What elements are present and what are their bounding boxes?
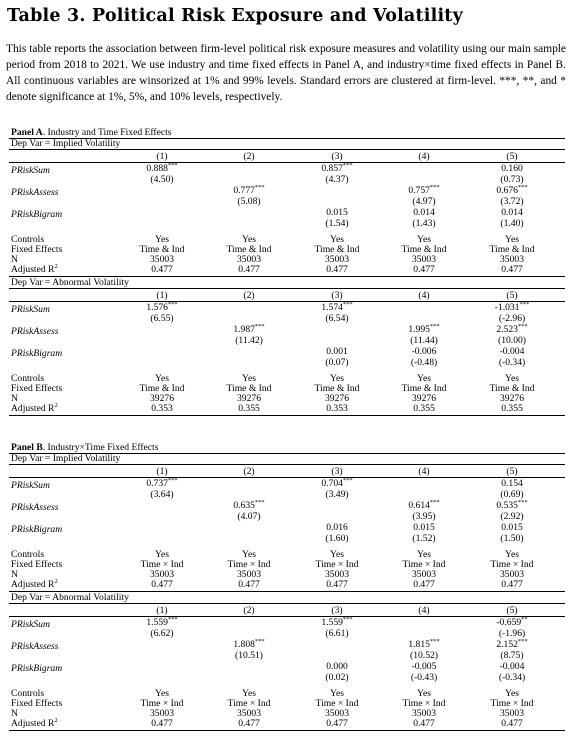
stat-label: N: [11, 569, 18, 580]
dep-var-label: Dep Var = Abnormal Volatility: [11, 592, 129, 603]
coef-cell: 1.808***: [233, 637, 265, 650]
coef-cell: 0.001: [326, 346, 348, 357]
stat-cell: Time & Ind: [314, 244, 360, 255]
variable-name: PRiskAssess: [11, 326, 59, 337]
stat-cell: Yes: [155, 373, 169, 384]
tstat-cell: (6.62): [150, 628, 174, 639]
tstat-cell: (-0.34): [498, 672, 526, 683]
tstat-cell: (3.95): [412, 511, 436, 522]
coef-cell: -1.031***: [494, 300, 530, 313]
dep-var-rule: [9, 464, 565, 465]
stat-cell: Yes: [155, 234, 169, 245]
column-header: (5): [506, 151, 518, 162]
tstat-cell: (0.69): [500, 489, 524, 500]
coef-cell: 0.014: [413, 207, 435, 218]
dep-var-rule: [9, 288, 565, 289]
variable-name: PRiskBigram: [11, 663, 63, 674]
column-header: (5): [506, 290, 518, 301]
stat-cell: Yes: [417, 373, 431, 384]
stat-cell: 39276: [237, 393, 261, 404]
stat-cell: Time × Ind: [490, 698, 534, 709]
stat-cell: 39276: [412, 393, 436, 404]
stat-cell: 35003: [325, 254, 349, 265]
variable-name: PRiskAssess: [11, 187, 59, 198]
tstat-cell: (3.49): [325, 489, 349, 500]
coef-cell: 0.676***: [496, 183, 528, 196]
tstat-cell: (4.97): [412, 196, 436, 207]
stat-cell: Time × Ind: [402, 698, 446, 709]
tstat-cell: (11.42): [235, 335, 263, 346]
panel-title-bold: Panel B: [11, 442, 43, 453]
variable-name: PRiskSum: [11, 619, 50, 630]
stat-cell: Yes: [417, 688, 431, 699]
tstat-cell: (0.73): [500, 174, 524, 185]
stat-cell: 35003: [500, 569, 524, 580]
tstat-cell: (1.60): [325, 533, 349, 544]
coef-cell: 1.815***: [408, 637, 440, 650]
column-header-rule: [9, 301, 565, 302]
block-end-rule: [9, 415, 565, 416]
stat-cell: Yes: [242, 234, 256, 245]
stat-label: Controls: [11, 688, 45, 699]
stat-cell: Time & Ind: [139, 383, 185, 394]
coef-cell: 1.987***: [233, 322, 265, 335]
stat-cell: Time & Ind: [314, 383, 360, 394]
column-header: (1): [156, 605, 168, 616]
stat-label: Fixed Effects: [11, 559, 63, 570]
stat-cell: 39276: [150, 393, 174, 404]
coef-cell: -0.004: [499, 346, 525, 357]
tstat-cell: (3.64): [150, 489, 174, 500]
tstat-cell: (6.54): [325, 313, 349, 324]
coef-cell: 0.737***: [146, 476, 178, 489]
variable-name: PRiskBigram: [11, 209, 63, 220]
stat-cell: 0.477: [238, 264, 260, 275]
coef-cell: 1.559***: [146, 615, 178, 628]
stat-cell: 0.477: [238, 718, 260, 729]
stat-cell: 35003: [412, 254, 436, 265]
coef-cell: 1.576***: [146, 300, 178, 313]
coef-cell: 0.857***: [321, 161, 353, 174]
stat-cell: 35003: [150, 569, 174, 580]
stat-cell: 39276: [500, 393, 524, 404]
column-header-rule: [9, 616, 565, 617]
coef-cell: 0.160: [501, 163, 523, 174]
stat-label: N: [11, 708, 18, 719]
column-header: (1): [156, 290, 168, 301]
variable-name: PRiskSum: [11, 304, 50, 315]
column-header: (2): [243, 290, 255, 301]
coef-cell: 2.152***: [496, 637, 528, 650]
tstat-cell: (3.72): [500, 196, 524, 207]
stat-cell: 35003: [412, 708, 436, 719]
tstat-cell: (1.50): [500, 533, 524, 544]
stat-cell: 0.355: [501, 403, 523, 414]
stat-label: Fixed Effects: [11, 383, 63, 394]
stat-cell: 35003: [325, 708, 349, 719]
dep-var-label: Dep Var = Implied Volatility: [11, 138, 121, 149]
stat-cell: Yes: [505, 234, 519, 245]
stat-cell: Time × Ind: [227, 698, 271, 709]
coef-cell: 0.635***: [233, 498, 265, 511]
tstat-cell: (5.08): [237, 196, 261, 207]
stat-cell: 0.477: [413, 718, 435, 729]
dep-var-rule: [9, 603, 565, 604]
stat-cell: Time × Ind: [490, 559, 534, 570]
stat-cell: 35003: [237, 708, 261, 719]
tstat-cell: (0.07): [325, 357, 349, 368]
coef-cell: -0.659**: [496, 615, 528, 628]
stat-label: Controls: [11, 373, 45, 384]
stat-label: Adjusted $R^2$: [11, 716, 58, 729]
stat-cell: Time & Ind: [401, 383, 447, 394]
stat-cell: Time & Ind: [139, 244, 185, 255]
tstat-cell: (2.92): [500, 511, 524, 522]
tstat-cell: (10.51): [235, 650, 263, 661]
stat-cell: 35003: [325, 569, 349, 580]
tstat-cell: (0.02): [325, 672, 349, 683]
stat-cell: Yes: [242, 549, 256, 560]
stat-label: Adjusted $R^2$: [11, 577, 58, 590]
variable-name: PRiskSum: [11, 480, 50, 491]
column-header: (5): [506, 466, 518, 477]
tstat-cell: (8.75): [500, 650, 524, 661]
column-header: (2): [243, 151, 255, 162]
stat-cell: Yes: [330, 234, 344, 245]
stat-cell: Yes: [330, 373, 344, 384]
stat-cell: Time × Ind: [402, 559, 446, 570]
column-header: (1): [156, 466, 168, 477]
stat-cell: 0.477: [151, 264, 173, 275]
stat-cell: Yes: [155, 688, 169, 699]
column-header: (4): [418, 290, 430, 301]
stat-cell: 35003: [150, 254, 174, 265]
stat-cell: 0.477: [238, 579, 260, 590]
column-header: (3): [331, 290, 343, 301]
coef-cell: 0.757***: [408, 183, 440, 196]
tstat-cell: (4.50): [150, 174, 174, 185]
stat-cell: Yes: [505, 688, 519, 699]
stat-cell: 35003: [500, 254, 524, 265]
stat-cell: 0.477: [151, 718, 173, 729]
coef-cell: -0.005: [411, 661, 437, 672]
column-header: (1): [156, 151, 168, 162]
coef-cell: 0.535***: [496, 498, 528, 511]
coef-cell: 0.016: [326, 522, 348, 533]
coef-cell: -0.004: [499, 661, 525, 672]
coef-cell: 0.015: [413, 522, 435, 533]
column-header: (5): [506, 605, 518, 616]
stat-cell: 0.477: [413, 264, 435, 275]
stat-cell: 0.353: [151, 403, 173, 414]
coef-cell: 0.888***: [146, 161, 178, 174]
tstat-cell: (11.44): [410, 335, 438, 346]
column-header: (4): [418, 466, 430, 477]
stat-cell: 0.353: [326, 403, 348, 414]
table-title: Table 3. Political Risk Exposure and Volatility: [7, 6, 463, 26]
coef-cell: 1.559***: [321, 615, 353, 628]
tstat-cell: (6.55): [150, 313, 174, 324]
stat-label: Fixed Effects: [11, 244, 63, 255]
stat-cell: 0.477: [501, 264, 523, 275]
panel-title-rest: . Industry×Time Fixed Effects: [42, 442, 159, 453]
stat-label: Adjusted $R^2$: [11, 262, 58, 275]
coef-cell: 0.015: [326, 207, 348, 218]
column-header: (4): [418, 151, 430, 162]
dep-var-rule: [9, 149, 565, 150]
stat-cell: 0.477: [501, 718, 523, 729]
table-caption: This table reports the association between firm-level political risk exposure measures and volatility using our main sample period from 2018 to 2021. We use industry and time fixed effects in Panel A, and industry×time fixed effects in Panel B. All continuous variables are winsorized at 1% and 99% levels. Standard errors are clustered at firm-level. ***, **, and * denote significance at 1%, 5%, and 10% levels, respectively.: [6, 43, 566, 103]
stat-cell: Yes: [330, 688, 344, 699]
stat-label: Adjusted $R^2$: [11, 401, 58, 414]
stat-label: Controls: [11, 549, 45, 560]
panel-title-bold: Panel A: [11, 127, 43, 138]
variable-name: PRiskBigram: [11, 524, 63, 535]
tstat-cell: (1.54): [325, 218, 349, 229]
panel-title: [11, 443, 158, 453]
tstat-cell: (-2.96): [498, 313, 526, 324]
dep-var-label: Dep Var = Abnormal Volatility: [11, 277, 129, 288]
stat-cell: Time & Ind: [226, 244, 272, 255]
tstat-cell: (1.40): [500, 218, 524, 229]
stat-cell: Time × Ind: [140, 559, 184, 570]
column-header: (2): [243, 605, 255, 616]
column-header: (3): [331, 605, 343, 616]
stat-cell: Time × Ind: [227, 559, 271, 570]
coef-cell: 1.574***: [321, 300, 353, 313]
stat-cell: Time & Ind: [489, 244, 535, 255]
stat-cell: 35003: [412, 569, 436, 580]
column-header-rule: [9, 477, 565, 478]
coef-cell: 0.154: [501, 478, 523, 489]
column-header-rule: [9, 162, 565, 163]
dep-var-label: Dep Var = Implied Volatility: [11, 453, 121, 464]
tstat-cell: (6.61): [325, 628, 349, 639]
coef-cell: 0.014: [501, 207, 523, 218]
coef-cell: 2.523***: [496, 322, 528, 335]
tstat-cell: (4.37): [325, 174, 349, 185]
stat-cell: Time & Ind: [226, 383, 272, 394]
stat-cell: Time × Ind: [315, 698, 359, 709]
tstat-cell: (-0.48): [410, 357, 438, 368]
stat-cell: Time & Ind: [401, 244, 447, 255]
coef-cell: -0.006: [411, 346, 437, 357]
panel-title-rest: . Industry and Time Fixed Effects: [42, 127, 172, 138]
stat-label: Controls: [11, 234, 45, 245]
coef-cell: 0.704***: [321, 476, 353, 489]
stat-label: Fixed Effects: [11, 698, 63, 709]
coef-cell: 1.995***: [408, 322, 440, 335]
stat-cell: Yes: [242, 688, 256, 699]
stat-cell: 39276: [325, 393, 349, 404]
variable-name: PRiskAssess: [11, 502, 59, 513]
coef-cell: 0.015: [501, 522, 523, 533]
stat-cell: Yes: [417, 549, 431, 560]
variable-name: PRiskAssess: [11, 641, 59, 652]
tstat-cell: (4.07): [237, 511, 261, 522]
tstat-cell: (-1.96): [498, 628, 526, 639]
column-header: (2): [243, 466, 255, 477]
tstat-cell: (10.00): [498, 335, 526, 346]
coef-cell: 0.777***: [233, 183, 265, 196]
stat-cell: Time × Ind: [140, 698, 184, 709]
stat-cell: 35003: [500, 708, 524, 719]
stat-cell: Yes: [330, 549, 344, 560]
stat-cell: 0.477: [326, 718, 348, 729]
stat-cell: 35003: [237, 569, 261, 580]
stat-cell: Time & Ind: [489, 383, 535, 394]
stat-cell: Yes: [242, 373, 256, 384]
stat-cell: 35003: [237, 254, 261, 265]
stat-cell: 0.477: [326, 264, 348, 275]
stat-cell: Time × Ind: [315, 559, 359, 570]
tstat-cell: (1.52): [412, 533, 436, 544]
coef-cell: 0.614***: [408, 498, 440, 511]
column-header: (3): [331, 151, 343, 162]
tstat-cell: (1.43): [412, 218, 436, 229]
stat-cell: 35003: [150, 708, 174, 719]
stat-cell: 0.355: [238, 403, 260, 414]
stat-cell: Yes: [505, 373, 519, 384]
stat-cell: Yes: [505, 549, 519, 560]
coef-cell: 0.000: [326, 661, 348, 672]
stat-cell: 0.477: [151, 579, 173, 590]
stat-cell: Yes: [417, 234, 431, 245]
variable-name: PRiskSum: [11, 165, 50, 176]
stat-cell: 0.477: [326, 579, 348, 590]
tstat-cell: (10.52): [410, 650, 438, 661]
stat-cell: 0.477: [413, 579, 435, 590]
tstat-cell: (-0.34): [498, 357, 526, 368]
panel-title: [11, 128, 172, 138]
stat-cell: Yes: [155, 549, 169, 560]
variable-name: PRiskBigram: [11, 348, 63, 359]
tstat-cell: (-0.43): [410, 672, 438, 683]
stat-cell: 0.355: [413, 403, 435, 414]
stat-label: N: [11, 393, 18, 404]
column-header: (4): [418, 605, 430, 616]
block-end-rule: [9, 730, 565, 731]
column-header: (3): [331, 466, 343, 477]
stat-label: N: [11, 254, 18, 265]
stat-cell: 0.477: [501, 579, 523, 590]
